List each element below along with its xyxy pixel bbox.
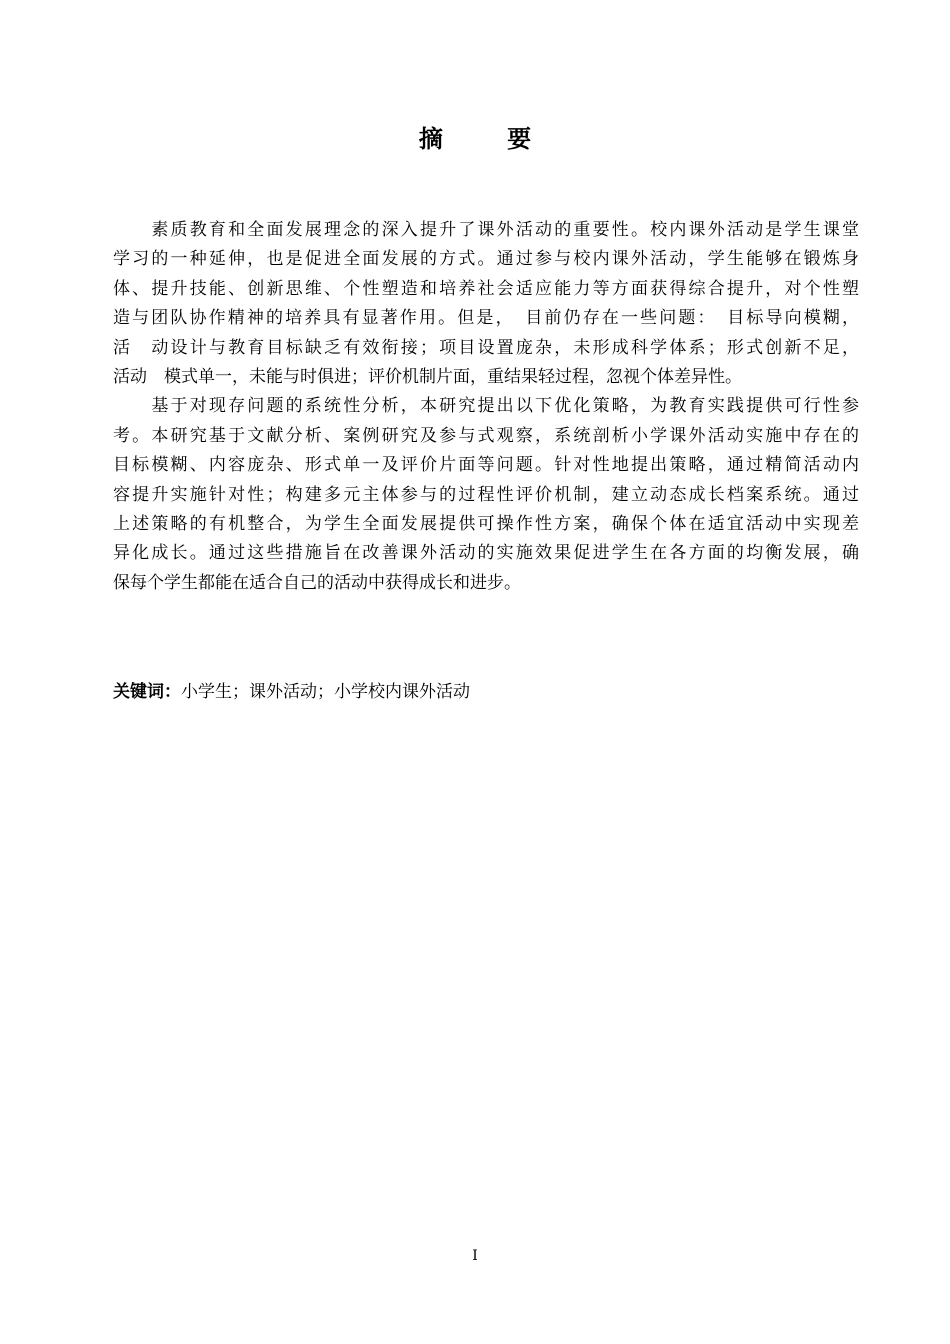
keywords-line — [113, 678, 470, 707]
page-title: 摘 要 — [418, 124, 560, 153]
abstract-paragraph-1 — [113, 216, 859, 392]
paragraph-line: 体、提升技能、创新思维、个性塑造和培养社会适应能力等方面获得综合提升，对个性塑 — [113, 278, 859, 299]
paragraph-line: 活 动设计与教育目标缺乏有效衔接；项目设置庞杂，未形成科学体系；形式创新不足， — [113, 337, 859, 358]
abstract-body — [113, 216, 859, 598]
paragraph-line: 上述策略的有机整合，为学生全面发展提供可操作性方案，确保个体在适宜活动中实现差 — [113, 514, 859, 535]
paragraph-line: 目标模糊、内容庞杂、形式单一及评价片面等问题。针对性地提出策略，通过精简活动内 — [113, 455, 859, 476]
keywords-label: 关键词： — [113, 682, 181, 702]
paragraph-line: 学习的一种延伸，也是促进全面发展的方式。通过参与校内课外活动，学生能够在锻炼身 — [113, 249, 859, 270]
abstract-paragraph-2 — [113, 392, 859, 598]
paragraph-line: 活动 模式单一，未能与时俱进；评价机制片面，重结果轻过程，忽视个体差异性。 — [113, 367, 742, 388]
paragraph-line: 容提升实施针对性；构建多元主体参与的过程性评价机制，建立动态成长档案系统。通过 — [113, 484, 859, 505]
paragraph-line: 基于对现存问题的系统性分析，本研究提出以下优化策略，为教育实践提供可行性参 — [113, 396, 859, 417]
paragraph-line: 保每个学生都能在适合自己的活动中获得成长和进步。 — [113, 572, 521, 593]
paragraph-line: 考。本研究基于文献分析、案例研究及参与式观察，系统剖析小学课外活动实施中存在的 — [113, 425, 859, 446]
keywords-text: 小学生；课外活动；小学校内课外活动 — [181, 682, 470, 702]
paragraph-line: 素质教育和全面发展理念的深入提升了课外活动的重要性。校内课外活动是学生课堂 — [113, 220, 859, 240]
page-number: I — [472, 1248, 478, 1264]
paragraph-line: 异化成长。通过这些措施旨在改善课外活动的实施效果促进学生在各方面的均衡发展，确 — [113, 543, 859, 564]
paragraph-line: 造与团队协作精神的培养具有显著作用。但是， 目前仍存在一些问题： 目标导向模糊， — [113, 308, 859, 329]
